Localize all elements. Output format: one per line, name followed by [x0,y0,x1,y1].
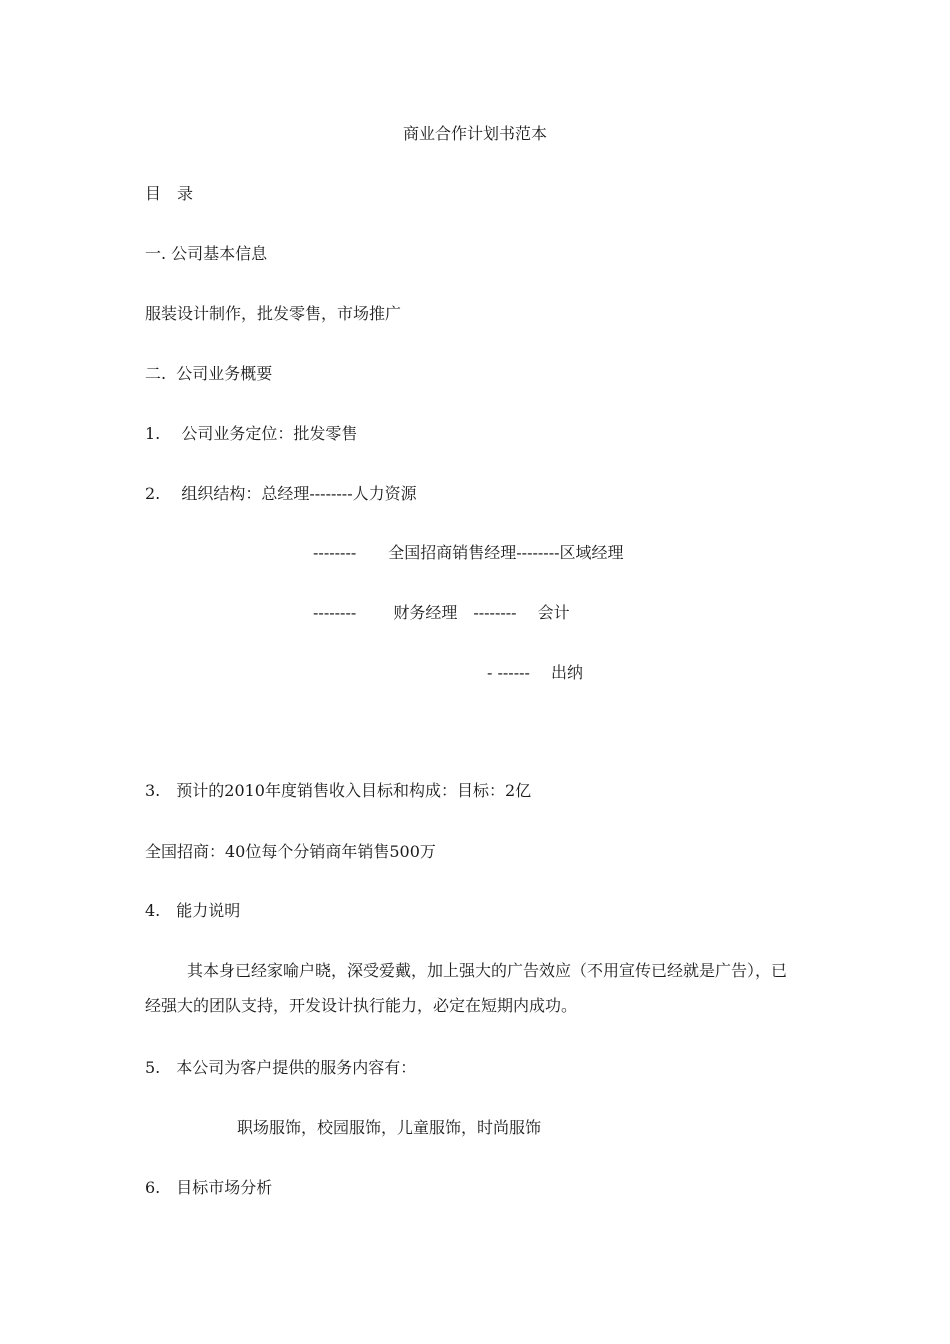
item-4-paragraph-line-1: 其本身已经家喻户晓，深受爱戴，加上强大的广告效应（不用宣传已经就是广告），已 [187,961,788,980]
org-chart-line-1: -------- 全国招商销售经理--------区域经理 [313,543,624,562]
section2-heading: 二. 公司业务概要 [145,364,273,383]
section1-heading: 一. 公司基本信息 [145,244,268,263]
item-1: 1. 公司业务定位：批发零售 [145,424,358,443]
section1-body: 服装设计制作，批发零售，市场推广 [145,304,402,323]
item-3: 3. 预计的2010年度销售收入目标和构成：目标：2亿 [145,781,532,800]
org-chart-line-2: -------- 财务经理 -------- 会计 [313,603,570,622]
item-5-detail: 职场服饰，校园服饰，儿童服饰，时尚服饰 [237,1118,542,1137]
item-4-paragraph-line-2: 经强大的团队支持，开发设计执行能力，必定在短期内成功。 [145,996,578,1015]
item-6: 6. 目标市场分析 [145,1178,273,1197]
item-4: 4. 能力说明 [145,901,241,920]
item-5: 5. 本公司为客户提供的服务内容有： [145,1058,417,1077]
toc-heading: 目 录 [145,184,194,203]
org-chart-line-3: - ------ 出纳 [487,663,584,682]
item-2: 2. 组织结构：总经理--------人力资源 [145,484,417,503]
document-title: 商业合作计划书范本 [402,124,547,143]
item-3-detail: 全国招商：40位每个分销商年销售500万 [145,842,436,861]
